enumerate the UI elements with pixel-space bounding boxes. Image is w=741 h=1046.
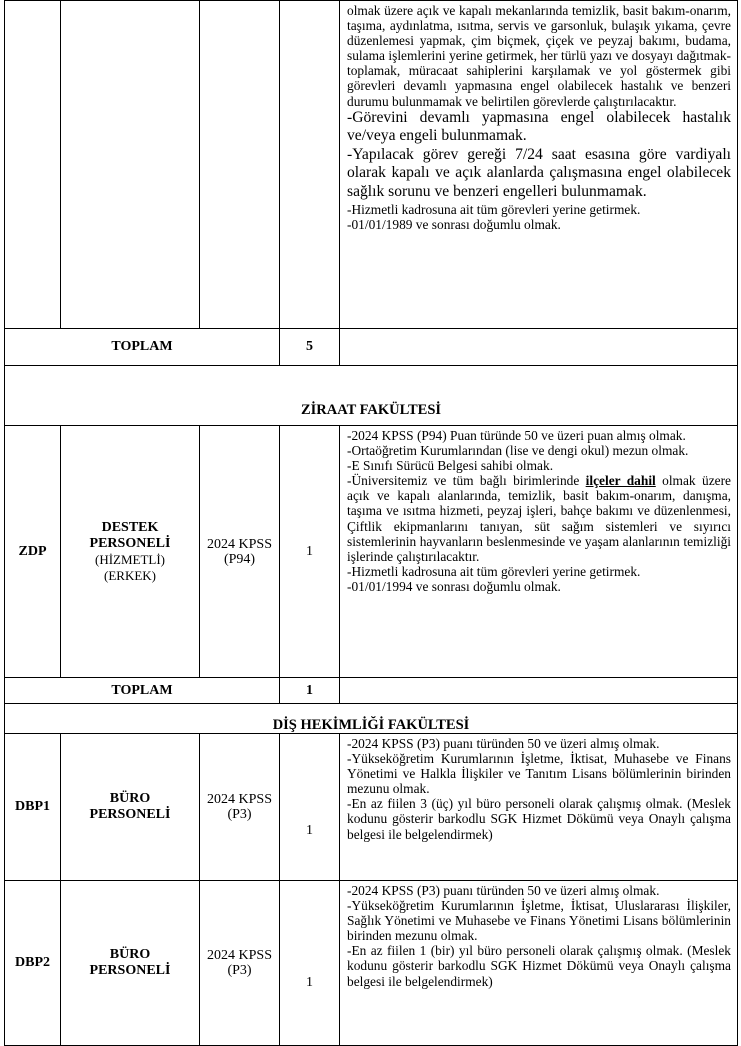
position-count: 1 <box>280 734 340 881</box>
emphasis-text: ilçeler dahil <box>585 473 656 489</box>
requirements-cell <box>340 426 738 678</box>
exam-type: 2024 KPSS (P3) <box>200 881 280 1046</box>
position-title <box>61 734 200 881</box>
requirement-text: -Yükseköğretim Kurumlarının İşletme, İktisat, Muhasebe ve Finans Yönetimi ve Halkla İlişkiler ve Tanıtım Lisans bölümlerinin birinden mezunu olmak. <box>347 751 731 797</box>
requirement-text-part: olmak üzere açık ve kapalı alanlarında, temizlik, basit bakım-onarım, danışma, taşıma ve ısıtma hizmeti, peyzaj işleri, bahçe bakımı ve düzenlenmesi, Çiftlik ekipmanlarını tanıyan, süt sağım sistemleri ve sıyırıcı sistemlerinin hayvanların beslenmesinde ve yaşam alanlarının temizliği işlerinde çalıştırılacaktır. <box>347 473 731 564</box>
position-name: BÜRO PERSONELİ <box>89 947 171 978</box>
position-count: 1 <box>280 881 340 1046</box>
exam-type <box>200 1 280 329</box>
empty-cell <box>5 704 738 718</box>
total-value: 5 <box>280 329 340 366</box>
exam-type: 2024 KPSS (P94) <box>200 426 280 678</box>
total-label: TOPLAM <box>5 329 280 366</box>
requirements-cell <box>340 1 738 329</box>
total-value: 1 <box>280 678 340 704</box>
requirement-text: -2024 KPSS (P3) puanı türünden 50 ve üzeri almış olmak. <box>347 883 660 898</box>
positions-table <box>4 0 738 1046</box>
position-title <box>61 426 200 678</box>
position-subtitle: (HİZMETLİ) <box>94 551 166 567</box>
requirement-text <box>347 473 731 564</box>
faculty-title: ZİRAAT FAKÜLTESİ <box>5 397 738 426</box>
empty-cell <box>5 366 738 397</box>
requirement-text: -2024 KPSS (P3) puanı türünden 50 ve üzeri almış olmak. <box>347 736 660 751</box>
total-row <box>5 329 738 366</box>
exam-type: 2024 KPSS (P3) <box>200 734 280 881</box>
total-row <box>5 678 738 704</box>
requirement-text: -Görevini devamlı yapmasına engel olabilecek hastalık ve/veya engeli bulunmamak. <box>347 108 731 145</box>
faculty-header-row <box>5 718 738 734</box>
requirement-text: -En az fiilen 1 (bir) yıl büro personeli olarak çalışmış olmak. (Meslek kodunu gösterir barkodlu SGK Hizmet Dökümü veya Onaylı çalışma belgesi ile belgelendirmek) <box>347 943 731 989</box>
position-subtitle: (ERKEK) <box>104 567 156 583</box>
requirement-text: -Hizmetli kadrosuna ait tüm görevleri yerine getirmek. <box>347 563 641 579</box>
total-label: TOPLAM <box>5 678 280 704</box>
table-row <box>5 1 738 329</box>
spacer-row <box>5 704 738 718</box>
position-count <box>280 1 340 329</box>
requirement-text: -01/01/1989 ve sonrası doğumlu olmak. <box>347 216 561 232</box>
table-row <box>5 881 738 1046</box>
requirements-cell <box>340 734 738 881</box>
position-name: DESTEK PERSONELİ <box>89 519 171 551</box>
requirement-text: -01/01/1994 ve sonrası doğumlu olmak. <box>347 578 561 594</box>
position-code <box>5 1 61 329</box>
position-code: DBP1 <box>5 734 61 881</box>
requirement-text: -Yapılacak görev gereği 7/24 saat esasına göre vardiyalı olarak kapalı ve açık alanlarda çalışmasına engel olabilecek sağlık sorunu ve benzeri engelleri bulunmamak. <box>347 145 731 201</box>
faculty-header-row <box>5 397 738 426</box>
table-row <box>5 734 738 881</box>
position-code: ZDP <box>5 426 61 678</box>
empty-cell <box>340 329 738 366</box>
position-title <box>61 881 200 1046</box>
table-row <box>5 426 738 678</box>
position-code: DBP2 <box>5 881 61 1046</box>
position-name: BÜRO PERSONELİ <box>89 791 171 822</box>
requirements-cell <box>340 881 738 1046</box>
empty-cell <box>340 678 738 704</box>
requirement-text: -Yükseköğretim Kurumlarının İşletme, İktisat, Uluslararası İlişkiler, Sağlık Yönetimi ve Muhasebe ve Finans Yönetimi Lisans bölümlerinin birinden mezunu olmak. <box>347 898 731 944</box>
faculty-title: DİŞ HEKİMLİĞİ FAKÜLTESİ <box>5 718 738 734</box>
requirement-text-part: -Üniversitemiz ve tüm bağlı birimlerinde <box>347 473 586 489</box>
requirement-text: -En az fiilen 3 (üç) yıl büro personeli olarak çalışmış olmak. (Meslek kodunu gösterir barkodlu SGK Hizmet Dökümü veya Onaylı çalışma belgesi ile belgelendirmek) <box>347 796 731 842</box>
position-count: 1 <box>280 426 340 678</box>
requirement-text: -Hizmetli kadrosuna ait tüm görevleri yerine getirmek. <box>347 201 641 217</box>
requirement-text: -2024 KPSS (P94) Puan türünde 50 ve üzeri puan almış olmak. <box>347 428 686 443</box>
requirement-text: -E Sınıfı Sürücü Belgesi sahibi olmak. <box>347 458 554 474</box>
requirement-text: olmak üzere açık ve kapalı mekanlarında temizlik, basit bakım-onarım, taşıma, aydınlatma, ısıtma, servis ve garsonluk, bulaşık yıkama, çevre düzenlemesi yapmak, çim biçmek, çiçek ve peyzaj bakımı, budama, sulama işlemlerini yerine getirmek, her türlü yazı ve dosyayı dağıtmak-toplamak, müracaat sahiplerini karşılamak ve yol göstermek gibi görevleri devamlı yapmasına engel olabilecek hastalık ve benzeri durumu bulunmamak ve belirtilen görevlerde çalıştırılacaktır. <box>347 3 731 109</box>
requirement-text: -Ortaöğretim Kurumlarından (lise ve dengi okul) mezun olmak. <box>347 443 689 459</box>
position-title <box>61 1 200 329</box>
spacer-row <box>5 366 738 397</box>
